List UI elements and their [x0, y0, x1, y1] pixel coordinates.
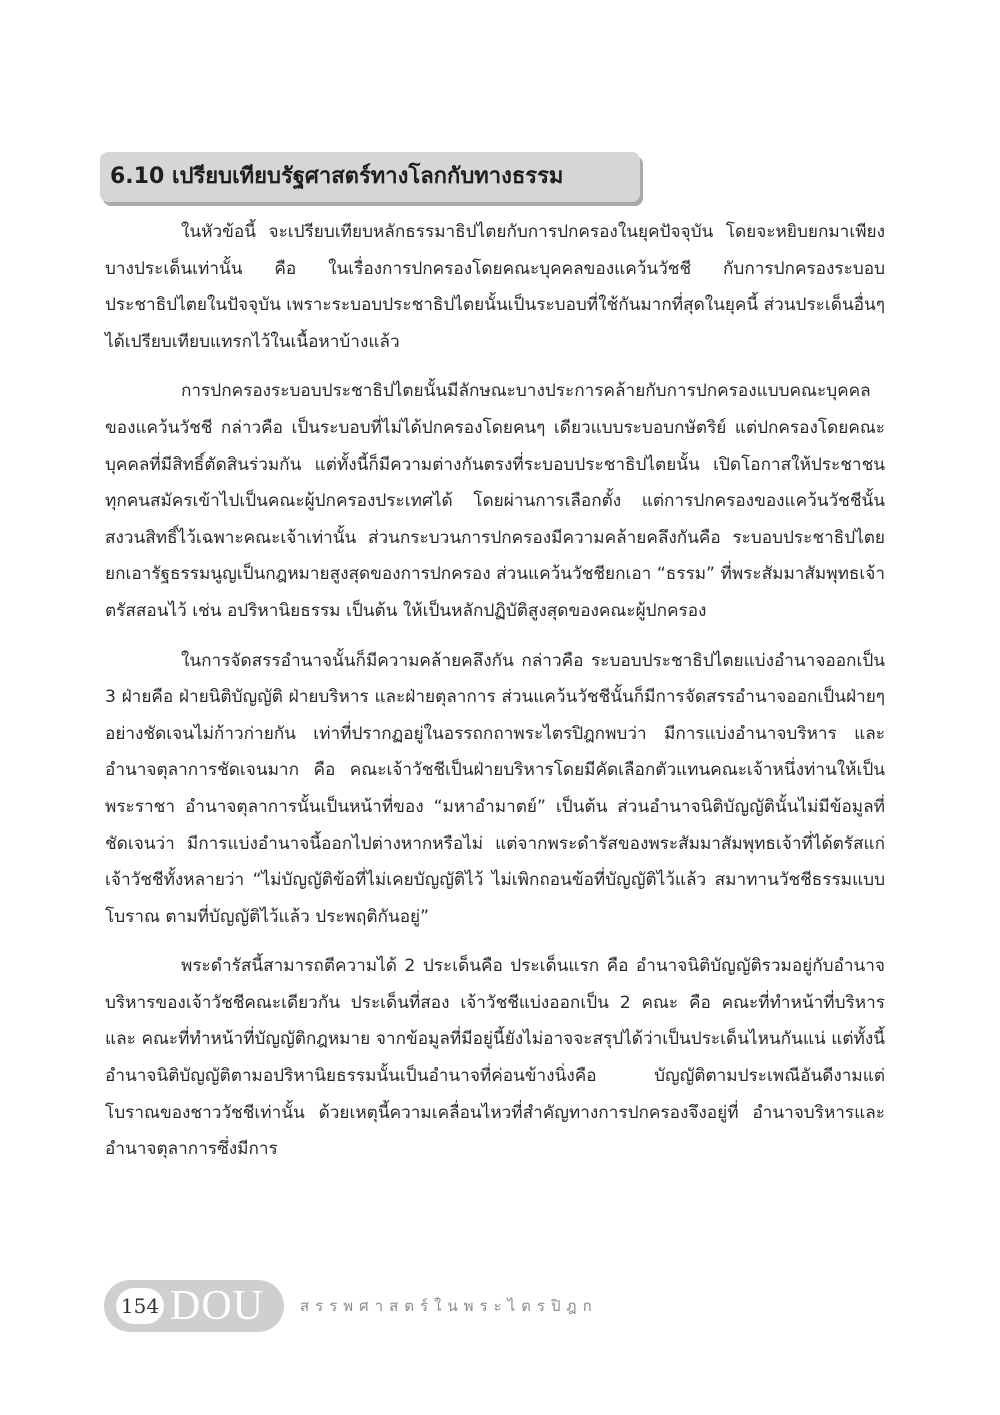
page-footer: [104, 1280, 704, 1332]
section-heading: 6.10 เปรียบเทียบรัฐศาสตร์ทางโลกกับทางธรรม: [110, 164, 564, 189]
page-number: 154: [116, 1288, 164, 1324]
paragraph-3: ในการจัดสรรอำนาจนั้นก็มีความคล้ายคลึงกัน กล่าวคือ ระบอบประชาธิปไตยแบ่งอำนาจออกเป็น 3 ฝ่ายคือ ฝ่ายนิติบัญญัติ ฝ่ายบริหาร และฝ่ายตุลาการ ส่วนแคว้นวัชชีนั้นก็มีการจัดสรรอำนาจออกเป็นฝ่ายๆอย่างชัดเจนไม่ก้าวก่ายกัน เท่าที่ปรากฏอยู่ในอรรถกถาพระไตรปิฎกพบว่า มีการแบ่งอำนาจบริหาร และ อำนาจตุลาการชัดเจนมาก คือ คณะเจ้าวัชชีเป็นฝ่ายบริหารโดยมีคัดเลือกตัวแทนคณะเจ้าหนึ่งท่านให้เป็นพระราชา อำนาจตุลาการนั้นเป็นหน้าที่ของ “มหาอำมาตย์” เป็นต้น ส่วนอำนาจนิติบัญญัตินั้นไม่มีข้อมูลที่ชัดเจนว่า มีการแบ่งอำนาจนี้ออกไปต่างหากหรือไม่ แต่จากพระดำรัสของพระสัมมาสัมพุทธเจ้าที่ได้ตรัสแก่เจ้าวัชชีทั้งหลายว่า “ไม่บัญญัติข้อที่ไม่เคยบัญญัติไว้ ไม่เพิกถอนข้อที่บัญญัติไว้แล้ว สมาทานวัชชีธรรมแบบโบราณ ตามที่บัญญัติไว้แล้ว ประพฤติกันอยู่”: [105, 650, 885, 927]
paragraph-4: พระดำรัสนี้สามารถตีความได้ 2 ประเด็นคือ ประเด็นแรก คือ อำนาจนิติบัญญัติรวมอยู่กับอำนาจบริหารของเจ้าวัชชีคณะเดียวกัน ประเด็นที่สอง เจ้าวัชชีแบ่งออกเป็น 2 คณะ คือ คณะที่ทำหน้าที่บริหาร และ คณะที่ทำหน้าที่บัญญัติกฎหมาย จากข้อมูลที่มีอยู่นี้ยังไม่อาจจะสรุปได้ว่าเป็นประเด็นไหนกันแน่ แต่ทั้งนี้อำนาจนิติบัญญัติตามอปริหานิยธรรมนั้นเป็นอำนาจที่ค่อนข้างนิ่งคือ บัญญัติตามประเพณีอันดีงามแต่โบราณของชาววัชชีเท่านั้น ด้วยเหตุนี้ความเคลื่อนไหวที่สำคัญทางการปกครองจึงอยู่ที่ อำนาจบริหารและอำนาจตุลาการซึ่งมีการ: [105, 956, 885, 1160]
paragraph-1: ในหัวข้อนี้ จะเปรียบเทียบหลักธรรมาธิปไตยกับการปกครองในยุคปัจจุบัน โดยจะหยิบยกมาเพียงบางประเด็นเท่านั้น คือ ในเรื่องการปกครองโดยคณะบุคคลของแคว้นวัชชี กับการปกครองระบอบประชาธิปไตยในปัจจุบัน เพราะระบอบประชาธิปไตยนั้นเป็นระบอบที่ใช้กันมากที่สุดในยุคนี้ ส่วนประเด็นอื่นๆ ได้เปรียบเทียบแทรกไว้ในเนื้อหาบ้างแล้ว: [105, 222, 886, 352]
book-title: สรรพศาสตร์ในพระไตรปิฎก: [300, 1297, 598, 1315]
body-text: [105, 214, 885, 1181]
footer-badge: [104, 1280, 284, 1332]
paragraph-2: การปกครองระบอบประชาธิปไตยนั้นมีลักษณะบางประการคล้ายกับการปกครองแบบคณะบุคคลของแคว้นวัชชี กล่าวคือ เป็นระบอบที่ไม่ได้ปกครองโดยคนๆ เดียวแบบระบอบกษัตริย์ แต่ปกครองโดยคณะบุคคลที่มีสิทธิ์ตัดสินร่วมกัน แต่ทั้งนี้ก็มีความต่างกันตรงที่ระบอบประชาธิปไตยนั้น เปิดโอกาสให้ประชาชนทุกคนสมัครเข้าไปเป็นคณะผู้ปกครองประเทศได้ โดยผ่านการเลือกตั้ง แต่การปกครองของแคว้นวัชชีนั้นสงวนสิทธิ์ไว้เฉพาะคณะเจ้าเท่านั้น ส่วนกระบวนการปกครองมีความคล้ายคลึงกันคือ ระบอบประชาธิปไตยยกเอารัฐธรรมนูญเป็นกฎหมายสูงสุดของการปกครอง ส่วนแคว้นวัชชียกเอา “ธรรม” ที่พระสัมมาสัมพุทธเจ้าตรัสสอนไว้ เช่น อปริหานิยธรรม เป็นต้น ให้เป็นหลักปฏิบัติสูงสุดของคณะผู้ปกครอง: [105, 381, 885, 621]
brand-logo-text: DOU: [170, 1283, 264, 1329]
